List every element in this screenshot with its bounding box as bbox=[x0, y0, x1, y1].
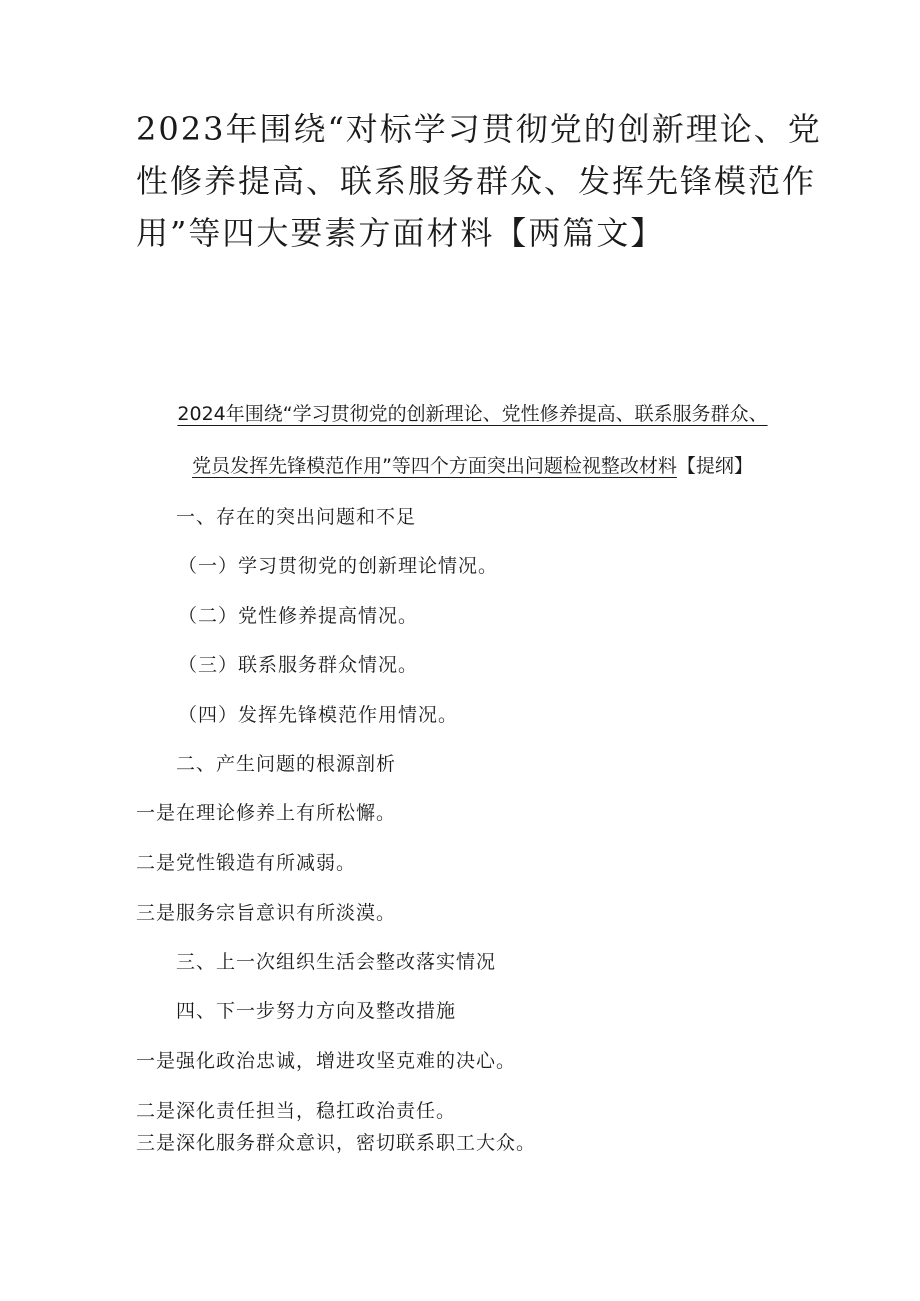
section-2-heading: 二、产生问题的根源剖析 bbox=[176, 753, 397, 775]
section-4-item-2: 二是深化责任担当，稳扛政治责任。 bbox=[136, 1100, 457, 1122]
section-4-heading: 四、下一步努力方向及整改措施 bbox=[176, 1000, 457, 1022]
section-4-item-1: 一是强化政治忠诚，增进攻坚克难的决心。 bbox=[136, 1050, 517, 1072]
section-1-item-2: （二）党性修养提高情况。 bbox=[178, 605, 419, 627]
section-1-item-3: （三）联系服务群众情况。 bbox=[178, 654, 419, 676]
section-3-heading: 三、上一次组织生活会整改落实情况 bbox=[176, 951, 497, 973]
subtitle-line-2-underlined: 党员发挥先锋模范作用”等四个方面突出问题检视整改材料 bbox=[192, 455, 677, 477]
section-2-item-2: 二是党性锻造有所减弱。 bbox=[136, 852, 357, 874]
section-2-item-3: 三是服务宗旨意识有所淡漠。 bbox=[136, 902, 397, 924]
subtitle-line-1 bbox=[130, 400, 815, 428]
subtitle-line-2-tail: 【提纲】 bbox=[676, 455, 753, 477]
section-4-item-3: 三是深化服务群众意识，密切联系职工大众。 bbox=[136, 1132, 537, 1154]
subtitle-line-2 bbox=[130, 452, 815, 480]
section-2-item-1: 一是在理论修养上有所松懈。 bbox=[136, 802, 397, 824]
subtitle-line-1-text: 2024年围绕“学习贯彻党的创新理论、党性修养提高、联系服务群众、 bbox=[177, 403, 768, 425]
section-1-item-4: （四）发挥先锋模范作用情况。 bbox=[178, 704, 459, 726]
document-title: 2023年围绕“对标学习贯彻党的创新理论、党性修养提高、联系服务群众、发挥先锋模范作用”等四大要素方面材料【两篇文】 bbox=[136, 110, 822, 252]
section-1-item-1: （一）学习贯彻党的创新理论情况。 bbox=[178, 555, 499, 577]
section-1-heading: 一、存在的突出问题和不足 bbox=[176, 506, 417, 528]
